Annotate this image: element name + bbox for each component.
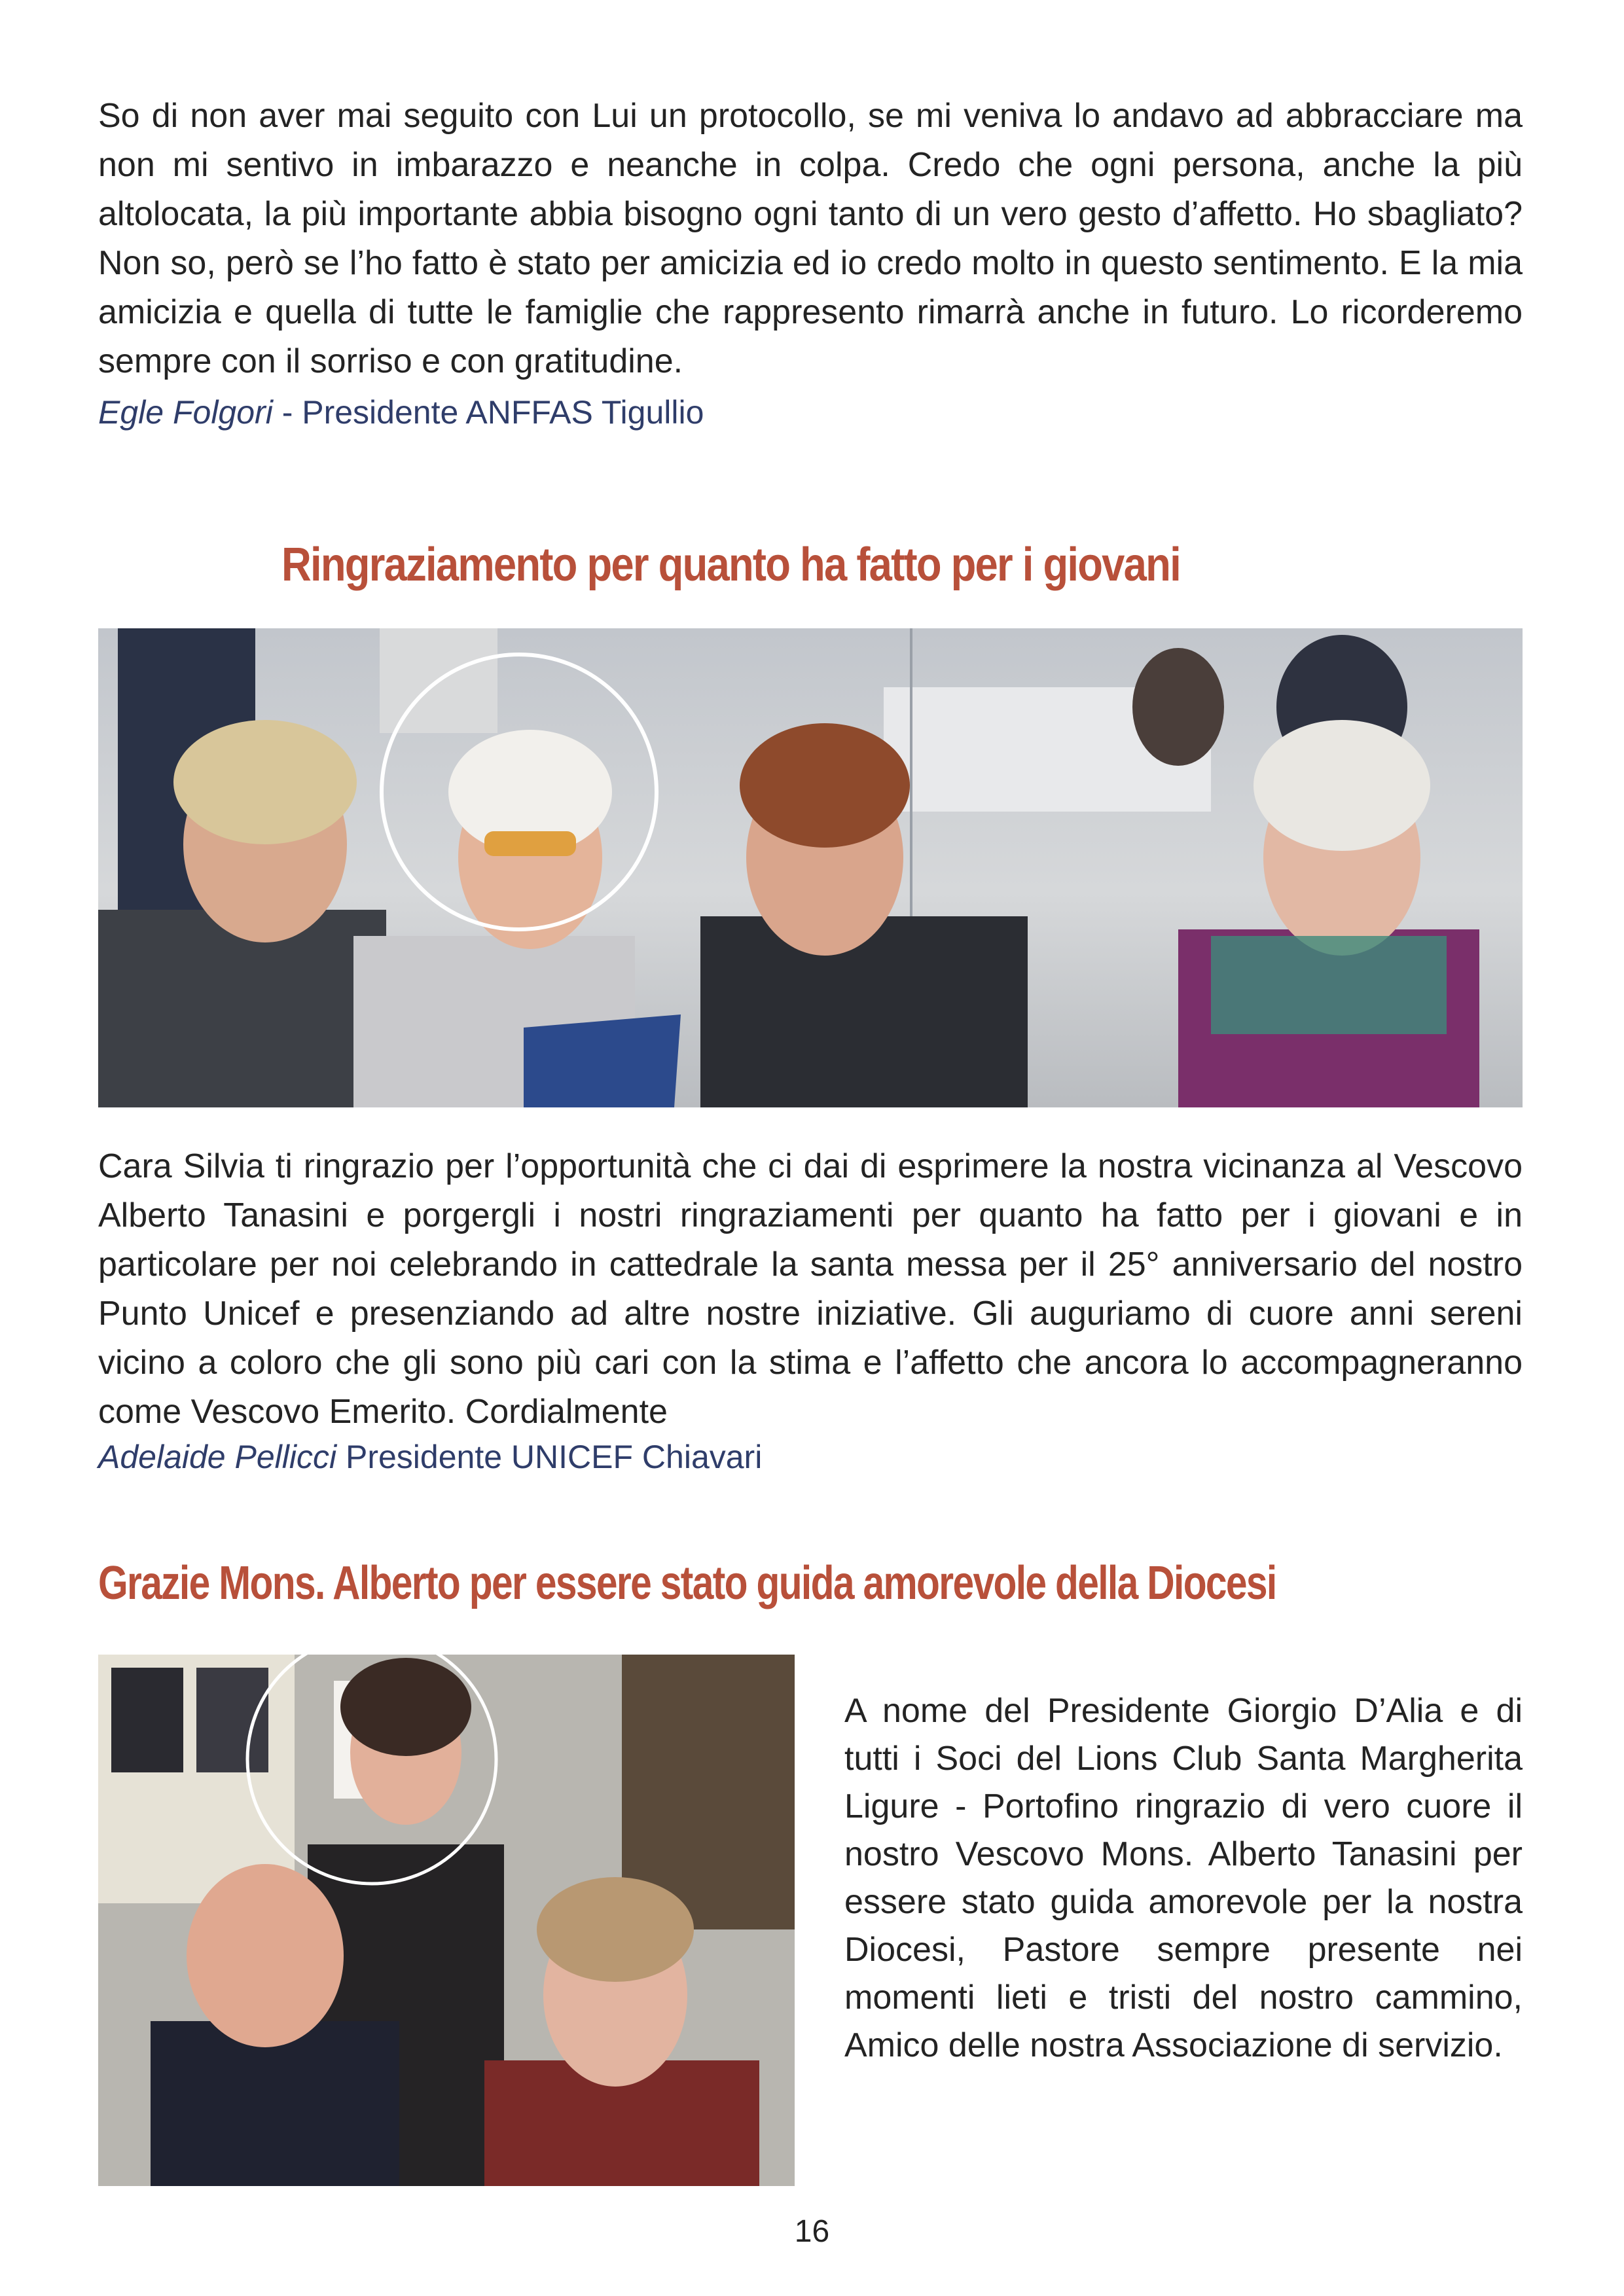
anffas-signature: [98, 393, 704, 432]
unicef-signature: [98, 1437, 762, 1477]
photo-lions-club-members: [98, 1655, 795, 2186]
section-heading-diocesi: Grazie Mons. Alberto per essere stato guida amorevole della Diocesi: [98, 1557, 1276, 1609]
section-heading-giovani: Ringraziamento per quanto ha fatto per i giovani: [281, 539, 1180, 591]
signature-role: Presidente UNICEF Chiavari: [336, 1439, 763, 1475]
photo-illustration: [98, 1655, 795, 2186]
unicef-letter-text: Cara Silvia ti ringrazio per l’opportunità che ci dai di esprimere la nostra vicinanza al Vescovo Alberto Tanasini e porgergli i nostri ringraziamenti per quanto ha fatto per i giovani e in particolare per noi celebrando in cattedrale la santa messa per il 25° anniversario del nostro Punto Unicef e presenziando ad altre nostre iniziative. Gli auguriamo di cuore anni sereni vicino a coloro che gli sono più cari con la stima e l’affetto che ancora lo accompagneranno come Vescovo Emerito. Cordialmente: [98, 1147, 1523, 1431]
anffas-letter-text: So di non aver mai seguito con Lui un protocollo, se mi veniva lo andavo ad abbracciare ma non mi sentivo in imbarazzo e neanche in colpa. Credo che ogni persona, anche la più altolocata, la più importante abbia bisogno ogni tanto di un vero gesto d’affetto. Ho sbagliato? Non so, però se l’ho fatto è stato per amicizia ed io credo molto in questo sentimento. E la mia amicizia e quella di tutte le famiglie che rappresento rimarrà anche in futuro. Lo ricorderemo sempre con il sorriso e con gratitudine.: [98, 97, 1523, 380]
signature-role: - Presidente ANFFAS Tigullio: [272, 394, 704, 431]
signature-name: Adelaide Pellicci: [98, 1439, 337, 1475]
lions-letter-text: A nome del Presidente Giorgio D’Alia e di tutti i Soci del Lions Club Santa Margherita Ligure - Portofino ringrazio di vero cuore il nostro Vescovo Mons. Alberto Tanasini per essere stato guida amorevole per la nostra Diocesi, Pastore sempre presente nei momenti lieti e tristi del nostro cammino, Amico delle nostra Associazione di servizio.: [844, 1692, 1523, 2064]
photo-illustration: [98, 628, 1523, 1107]
signature-name: Egle Folgori: [98, 394, 273, 431]
page-number: 16: [794, 2214, 830, 2249]
group-photo-four-women: [98, 628, 1523, 1107]
